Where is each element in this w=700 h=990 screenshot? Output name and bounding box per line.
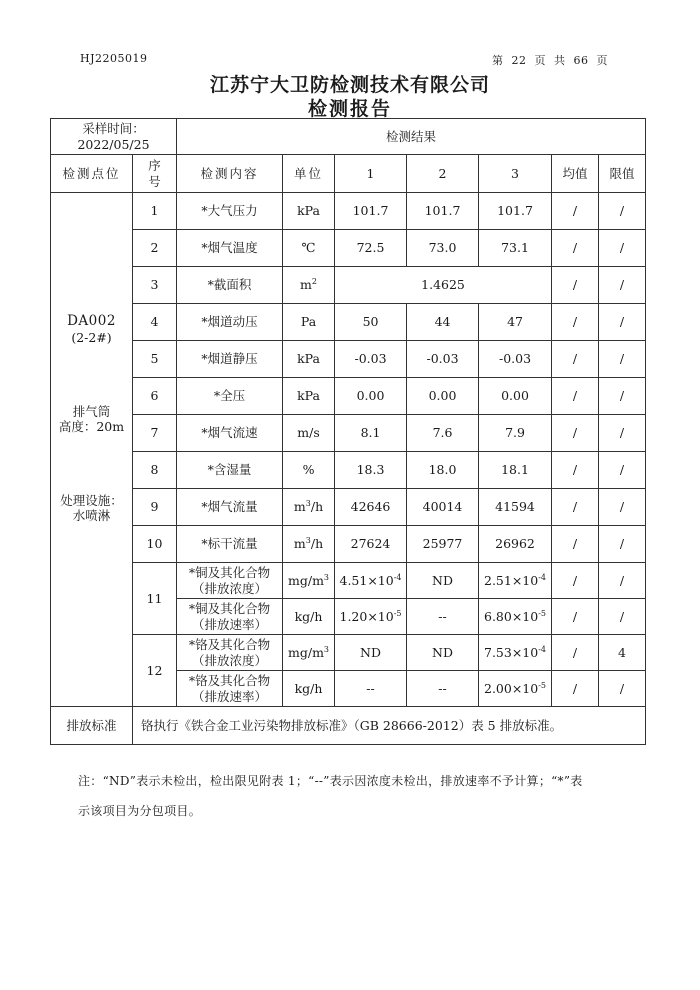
- table-row: [51, 267, 646, 304]
- point-info-cell: [51, 193, 133, 707]
- value-exp: -5: [393, 608, 402, 618]
- table-row: [51, 230, 646, 267]
- row-v3: 0.00: [479, 378, 552, 415]
- sample-time-label: 采样时间：: [82, 120, 145, 136]
- unit-sup: 2: [311, 277, 317, 287]
- row-v1: 8.1: [335, 415, 407, 452]
- table-row: [51, 341, 646, 378]
- row-v2: --: [407, 599, 479, 635]
- table-row: [51, 635, 646, 671]
- row-unit: %: [283, 452, 335, 489]
- row-v2: 0.00: [407, 378, 479, 415]
- unit-base: mg/m: [288, 572, 324, 588]
- row-v3: [479, 671, 552, 707]
- footnote-line2: 示该项目为分包项目。: [78, 804, 202, 818]
- row-v3: -0.03: [479, 341, 552, 378]
- row-no: 12: [133, 635, 177, 707]
- row-avg: /: [552, 415, 599, 452]
- row-v1: -0.03: [335, 341, 407, 378]
- row-v3: 101.7: [479, 193, 552, 230]
- row-avg: /: [552, 378, 599, 415]
- col-seq-header: [133, 155, 177, 193]
- unit-tail: /h: [310, 536, 324, 552]
- footnote-line1: 注：“ND”表示未检出，检出限见附表 1；“--”表示因浓度未检出，排放速率不予计算；“*”表: [78, 774, 583, 788]
- row-v2: 25977: [407, 526, 479, 563]
- row-item: *烟气流速: [177, 415, 283, 452]
- row-limit: /: [599, 452, 646, 489]
- row-v2: 18.0: [407, 452, 479, 489]
- table-row: [51, 304, 646, 341]
- row-v1: [335, 563, 407, 599]
- row-v3: [479, 563, 552, 599]
- row-avg: /: [552, 489, 599, 526]
- sample-time-cell: [51, 119, 177, 155]
- point-id-block: [53, 313, 130, 346]
- table-row: [51, 489, 646, 526]
- value-base: 4.51×10: [339, 572, 394, 588]
- row-unit: [283, 489, 335, 526]
- row-limit: 4: [599, 635, 646, 671]
- row-unit: kg/h: [283, 671, 335, 707]
- row-no: 4: [133, 304, 177, 341]
- col-point-header: 检测点位: [51, 155, 133, 193]
- row-v1: 72.5: [335, 230, 407, 267]
- row-item: [177, 635, 283, 671]
- row-avg: /: [552, 526, 599, 563]
- header-row-2: [51, 155, 646, 193]
- row-v1: 18.3: [335, 452, 407, 489]
- unit-base: mg/m: [288, 644, 324, 660]
- col-unit-header: 单位: [283, 155, 335, 193]
- row-no: 8: [133, 452, 177, 489]
- row-item: *烟气流量: [177, 489, 283, 526]
- row-unit: m/s: [283, 415, 335, 452]
- row-v3: 26962: [479, 526, 552, 563]
- row-v1: 27624: [335, 526, 407, 563]
- row-item: *标干流量: [177, 526, 283, 563]
- unit-sup: 3: [305, 499, 311, 509]
- row-avg: /: [552, 304, 599, 341]
- value-exp: -4: [538, 572, 547, 582]
- table-row: [51, 526, 646, 563]
- standard-row: [51, 707, 646, 745]
- row-unit: kPa: [283, 193, 335, 230]
- row-item: *烟气温度: [177, 230, 283, 267]
- row-v2: 7.6: [407, 415, 479, 452]
- row-no: 2: [133, 230, 177, 267]
- row-v2: --: [407, 671, 479, 707]
- standard-text: 铬执行《铁合金工业污染物排放标准》（GB 28666-2012）表 5 排放标准。: [133, 707, 646, 745]
- col-avg-header: 均值: [552, 155, 599, 193]
- item-line1: *铬及其化合物: [188, 672, 271, 688]
- row-item: [177, 671, 283, 707]
- row-unit: [283, 563, 335, 599]
- row-v1: 50: [335, 304, 407, 341]
- item-line2: （排放速率）: [192, 616, 268, 632]
- standard-label: 排放标准: [51, 707, 133, 745]
- row-unit: kPa: [283, 378, 335, 415]
- row-no: 1: [133, 193, 177, 230]
- report-number: HJ2205019: [80, 52, 148, 65]
- col-seq-line1: 序: [148, 157, 161, 173]
- row-limit: /: [599, 489, 646, 526]
- unit-sup: 3: [323, 572, 330, 582]
- table-row: [51, 563, 646, 599]
- row-unit: [283, 267, 335, 304]
- company-name: 江苏宁大卫防检测技术有限公司: [209, 74, 490, 96]
- row-v2: -0.03: [407, 341, 479, 378]
- table-row: [51, 193, 646, 230]
- row-avg: /: [552, 341, 599, 378]
- col-v2-header: 2: [407, 155, 479, 193]
- header-row-1: [51, 119, 646, 155]
- value-exp: -5: [538, 680, 547, 690]
- row-item: [177, 563, 283, 599]
- value-base: 1.20×10: [339, 608, 394, 624]
- row-item: [177, 599, 283, 635]
- row-limit: /: [599, 415, 646, 452]
- item-line2: （排放浓度）: [192, 652, 268, 668]
- value-base: 6.80×10: [484, 608, 539, 624]
- results-table: [50, 118, 646, 745]
- row-avg: /: [552, 452, 599, 489]
- stack-height: 高度：20m: [58, 419, 125, 435]
- row-merged-value: 1.4625: [335, 267, 552, 304]
- col-seq-line2: 号: [148, 173, 161, 189]
- row-unit: kg/h: [283, 599, 335, 635]
- row-v1: 0.00: [335, 378, 407, 415]
- row-avg: /: [552, 635, 599, 671]
- row-avg: /: [552, 267, 599, 304]
- value-base: 2.00×10: [484, 680, 539, 696]
- row-v1: 101.7: [335, 193, 407, 230]
- page-indicator: 第 22 页 共 66 页: [492, 54, 608, 67]
- row-no: 10: [133, 526, 177, 563]
- col-item-header: 检测内容: [177, 155, 283, 193]
- row-limit: /: [599, 341, 646, 378]
- unit-sup: 3: [305, 536, 311, 546]
- unit-base: m: [293, 499, 306, 515]
- col-v3-header: 3: [479, 155, 552, 193]
- item-line1: *铜及其化合物: [188, 564, 271, 580]
- stack-block: [53, 404, 130, 435]
- unit-base: m: [293, 536, 306, 552]
- point-sub: (2-2#): [71, 329, 112, 345]
- row-v3: 73.1: [479, 230, 552, 267]
- row-v1: ND: [335, 635, 407, 671]
- row-unit: [283, 635, 335, 671]
- value-exp: -4: [393, 572, 402, 582]
- row-v2: 44: [407, 304, 479, 341]
- sample-date: 2022/05/25: [77, 136, 150, 152]
- row-unit: ℃: [283, 230, 335, 267]
- row-v1: --: [335, 671, 407, 707]
- facility-block: [53, 493, 130, 524]
- row-v2: ND: [407, 635, 479, 671]
- result-group-header: 检测结果: [177, 119, 646, 155]
- report-title: 检测报告: [307, 98, 392, 120]
- row-v1: [335, 599, 407, 635]
- row-v2: 73.0: [407, 230, 479, 267]
- facility-name: 水喷淋: [72, 508, 111, 524]
- row-unit: [283, 526, 335, 563]
- value-exp: -4: [538, 644, 547, 654]
- row-no: 3: [133, 267, 177, 304]
- row-limit: /: [599, 267, 646, 304]
- item-line2: （排放浓度）: [192, 580, 268, 596]
- row-unit: kPa: [283, 341, 335, 378]
- item-line2: （排放速率）: [192, 688, 268, 704]
- row-avg: /: [552, 599, 599, 635]
- row-no: 6: [133, 378, 177, 415]
- row-limit: /: [599, 563, 646, 599]
- row-avg: /: [552, 671, 599, 707]
- facility-label: 处理设施：: [60, 492, 123, 508]
- row-item: *大气压力: [177, 193, 283, 230]
- row-item: *截面积: [177, 267, 283, 304]
- value-base: 7.53×10: [484, 644, 539, 660]
- unit-base: m: [300, 277, 312, 293]
- row-avg: /: [552, 563, 599, 599]
- row-v3: 18.1: [479, 452, 552, 489]
- row-v3: 41594: [479, 489, 552, 526]
- row-limit: /: [599, 526, 646, 563]
- row-no: 11: [133, 563, 177, 635]
- row-no: 9: [133, 489, 177, 526]
- row-v2: 40014: [407, 489, 479, 526]
- row-avg: /: [552, 193, 599, 230]
- row-limit: /: [599, 378, 646, 415]
- row-limit: /: [599, 671, 646, 707]
- row-item: *烟道动压: [177, 304, 283, 341]
- row-v3: 7.9: [479, 415, 552, 452]
- row-limit: /: [599, 193, 646, 230]
- row-unit: Pa: [283, 304, 335, 341]
- point-id: DA002: [67, 313, 116, 329]
- row-v3: [479, 599, 552, 635]
- table-row: [51, 452, 646, 489]
- row-limit: /: [599, 304, 646, 341]
- value-base: 2.51×10: [484, 572, 539, 588]
- row-no: 7: [133, 415, 177, 452]
- table-row: [51, 415, 646, 452]
- row-item: *全压: [177, 378, 283, 415]
- row-limit: /: [599, 599, 646, 635]
- row-v2: ND: [407, 563, 479, 599]
- item-line1: *铬及其化合物: [188, 636, 271, 652]
- row-v3: 47: [479, 304, 552, 341]
- col-limit-header: 限值: [599, 155, 646, 193]
- row-v3: [479, 635, 552, 671]
- col-v1-header: 1: [335, 155, 407, 193]
- row-item: *烟道静压: [177, 341, 283, 378]
- row-no: 5: [133, 341, 177, 378]
- row-avg: /: [552, 230, 599, 267]
- table-row: [51, 378, 646, 415]
- unit-tail: /h: [310, 499, 324, 515]
- footnote: [78, 766, 638, 826]
- row-item: *含湿量: [177, 452, 283, 489]
- item-line1: *铜及其化合物: [188, 600, 271, 616]
- unit-sup: 3: [323, 644, 330, 654]
- row-v2: 101.7: [407, 193, 479, 230]
- row-limit: /: [599, 230, 646, 267]
- value-exp: -5: [538, 608, 547, 618]
- stack-label: 排气筒: [72, 403, 111, 419]
- row-v1: 42646: [335, 489, 407, 526]
